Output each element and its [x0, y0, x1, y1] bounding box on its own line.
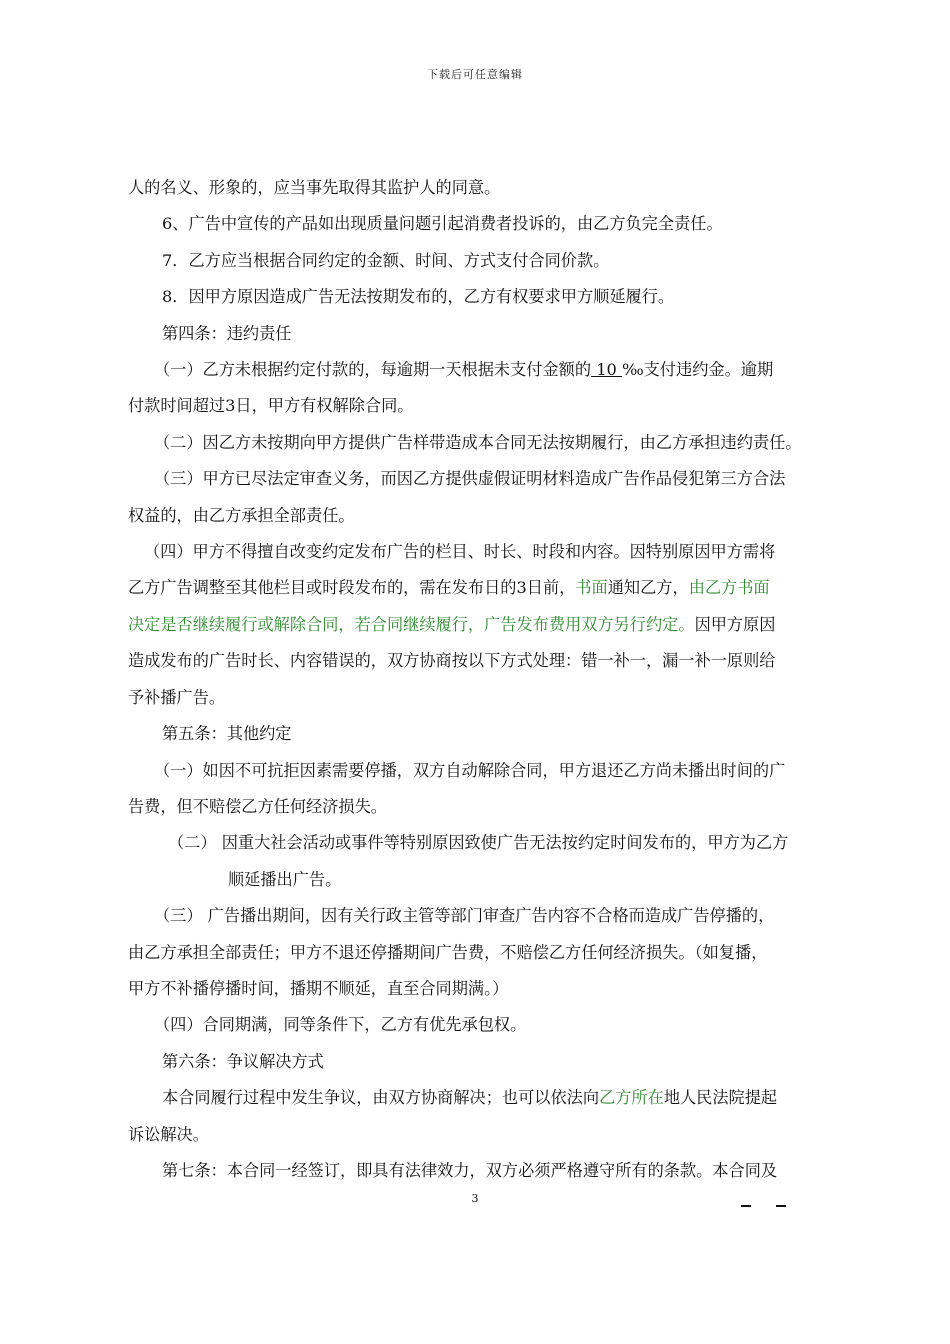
paragraph-continuation: 顺延播出广告。 [228, 869, 342, 889]
paragraph: 7．乙方应当根据合同约定的金额、时间、方式支付合同价款。 [162, 250, 610, 270]
paragraph-continuation [128, 570, 834, 606]
highlight-run: 由乙方书面 [688, 578, 770, 598]
text-run: 本合同履行过程中发生争议，由双方协商解决；也可以依法向 [162, 1088, 600, 1108]
paragraph: （二） 因重大社会活动或事件等特别原因致使广告无法按约定时间发布的，甲方为乙方 [168, 833, 789, 853]
article-heading: 第六条：争议解决方式 [162, 1051, 324, 1071]
paragraph-continuation: 付款时间超过3日，甲方有权解除合同。 [128, 396, 414, 416]
paragraph-continuation: 由乙方承担全部责任；甲方不退还停播期间广告费，不赔偿乙方任何经济损失。（如复播， [128, 942, 768, 962]
paragraph: （一）如因不可抗拒因素需要停播，双方自动解除合同，甲方退还乙方尚未播出时间的广 [154, 760, 786, 780]
article-heading: 第四条：违约责任 [162, 323, 292, 343]
paragraph: （二）因乙方未按期向甲方提供广告样带造成本合同无法按期履行，由乙方承担违约责任。 [154, 432, 802, 452]
page-number: 3 [471, 1192, 479, 1205]
footer-dash-mark [776, 1205, 786, 1207]
text-run: （一）乙方未根据约定付款的，每逾期一天根据未支付金额的 [154, 360, 592, 380]
paragraph: 8．因甲方原因造成广告无法按期发布的，乙方有权要求甲方顺延履行。 [162, 287, 675, 307]
paragraph-continuation [128, 607, 834, 643]
paragraph-continuation: 诉讼解决。 [128, 1124, 209, 1144]
text-run: 通知乙方， [607, 578, 689, 598]
footer-dash-mark [741, 1205, 751, 1207]
article-heading: 第七条：本合同一经签订，即具有法律效力，双方必须严格遵守所有的条款。本合同及 [162, 1160, 778, 1180]
page-header: 下载后可任意编辑 [427, 68, 523, 81]
text-run: 因甲方原因 [694, 614, 776, 634]
text-run: ‰支付违约金。逾期 [621, 360, 774, 380]
document-body [128, 170, 834, 1189]
paragraph: （三）甲方已尽法定审查义务，而因乙方提供虚假证明材料造成广告作品侵犯第三方合法 [154, 469, 786, 489]
paragraph-continuation: 予补播广告。 [128, 687, 226, 707]
paragraph-continuation: 告费，但不赔偿乙方任何经济损失。 [128, 796, 387, 816]
paragraph [128, 352, 834, 388]
rate-value: 10 [591, 360, 622, 380]
text-run: 地人民法院提起 [663, 1088, 778, 1108]
paragraph: （四）甲方不得擅自改变约定发布广告的栏目、时长、时段和内容。因特别原因甲方需将 [144, 542, 776, 562]
paragraph-continuation: 甲方不补播停播时间，播期不顺延，直至合同期满。） [128, 978, 509, 998]
paragraph: （三） 广告播出期间，因有关行政主管等部门审查广告内容不合格而造成广告停播的， [154, 906, 775, 926]
article-heading: 第五条：其他约定 [162, 724, 292, 744]
highlight-run: 决定是否继续履行或解除合同，若合同继续履行，广告发布费用双方另行约定。 [128, 614, 695, 634]
text-run: 乙方广告调整至其他栏目或时段发布的，需在发布日的3日前， [128, 578, 576, 598]
paragraph: （四）合同期满，同等条件下，乙方有优先承包权。 [154, 1015, 527, 1035]
paragraph-continuation: 造成发布的广告时长、内容错误的，双方协商按以下方式处理：错一补一，漏一补一原则给 [128, 651, 776, 671]
highlight-run: 乙方所在 [599, 1088, 664, 1108]
paragraph-continuation: 权益的，由乙方承担全部责任。 [128, 505, 355, 525]
paragraph [128, 1080, 834, 1116]
highlight-run: 书面 [575, 578, 608, 598]
paragraph: 人的名义、形象的，应当事先取得其监护人的同意。 [128, 178, 501, 197]
paragraph: 6、广告中宣传的产品如出现质量问题引起消费者投诉的，由乙方负完全责任。 [162, 214, 723, 234]
